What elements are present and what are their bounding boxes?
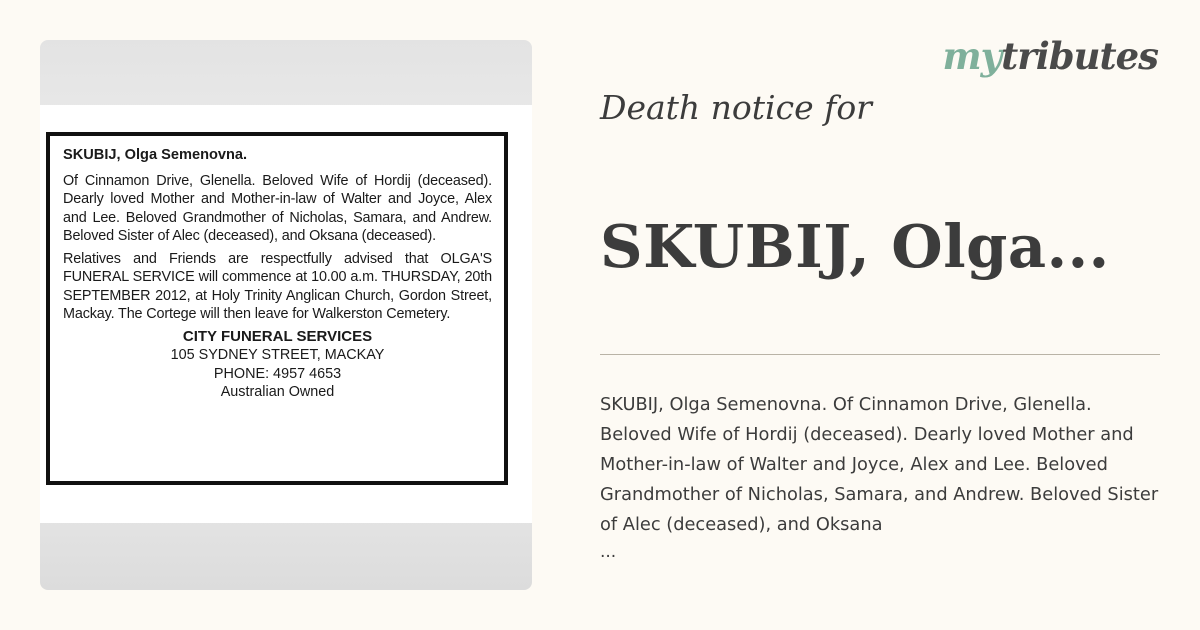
notice-name: SKUBIJ, Olga Semenovna. <box>63 147 248 163</box>
logo-suffix: tributes <box>1001 34 1158 78</box>
notice-paragraph-service: Relatives and Friends are respectfully advised that OLGA'S FUNERAL SERVICE will commence at 10.00 a.m. THURSDAY, 20th SEPTEMBER 2012, at Holy Trinity Anglican Church, Gordon Street, Mackay. The Cortege will then leave for Walkerston Cemetery. <box>63 250 492 322</box>
newspaper-notice <box>46 132 508 485</box>
notice-excerpt: SKUBIJ, Olga Semenovna. Of Cinnamon Drive, Glenella. Beloved Wife of Hordij (deceased). Dearly loved Mother and Mother-in-law of Walter and Joyce, Alex and Lee. Beloved Grandmother of Nicholas, Samara, and Andrew. Beloved Sister of Alec (deceased), and Oksana <box>600 394 1159 535</box>
funeral-director-tagline: Australian Owned <box>220 384 335 400</box>
mytributes-logo <box>942 34 1158 78</box>
logo-prefix: my <box>942 34 1002 78</box>
notice-image-card <box>40 40 532 590</box>
funeral-director-address: 105 SYDNEY STREET, MACKAY <box>170 347 385 363</box>
deceased-name-title: SKUBIJ, Olga... <box>600 212 1110 281</box>
funeral-director-phone: PHONE: 4957 4653 <box>213 365 342 382</box>
excerpt-ellipsis: ... <box>600 542 617 562</box>
divider <box>600 354 1160 355</box>
funeral-director-block <box>63 328 492 402</box>
page-heading: Death notice for <box>600 88 872 127</box>
funeral-director-name: CITY FUNERAL SERVICES <box>182 327 373 345</box>
notice-paragraph-family: Of Cinnamon Drive, Glenella. Beloved Wife of Hordij (deceased). Dearly loved Mother and Mother-in-law of Walter and Joyce, Alex and Lee. Beloved Grandmother of Nicholas, Samara, and Andrew. Beloved Sister of Alec (deceased), and Oksana (deceased). <box>63 172 492 244</box>
